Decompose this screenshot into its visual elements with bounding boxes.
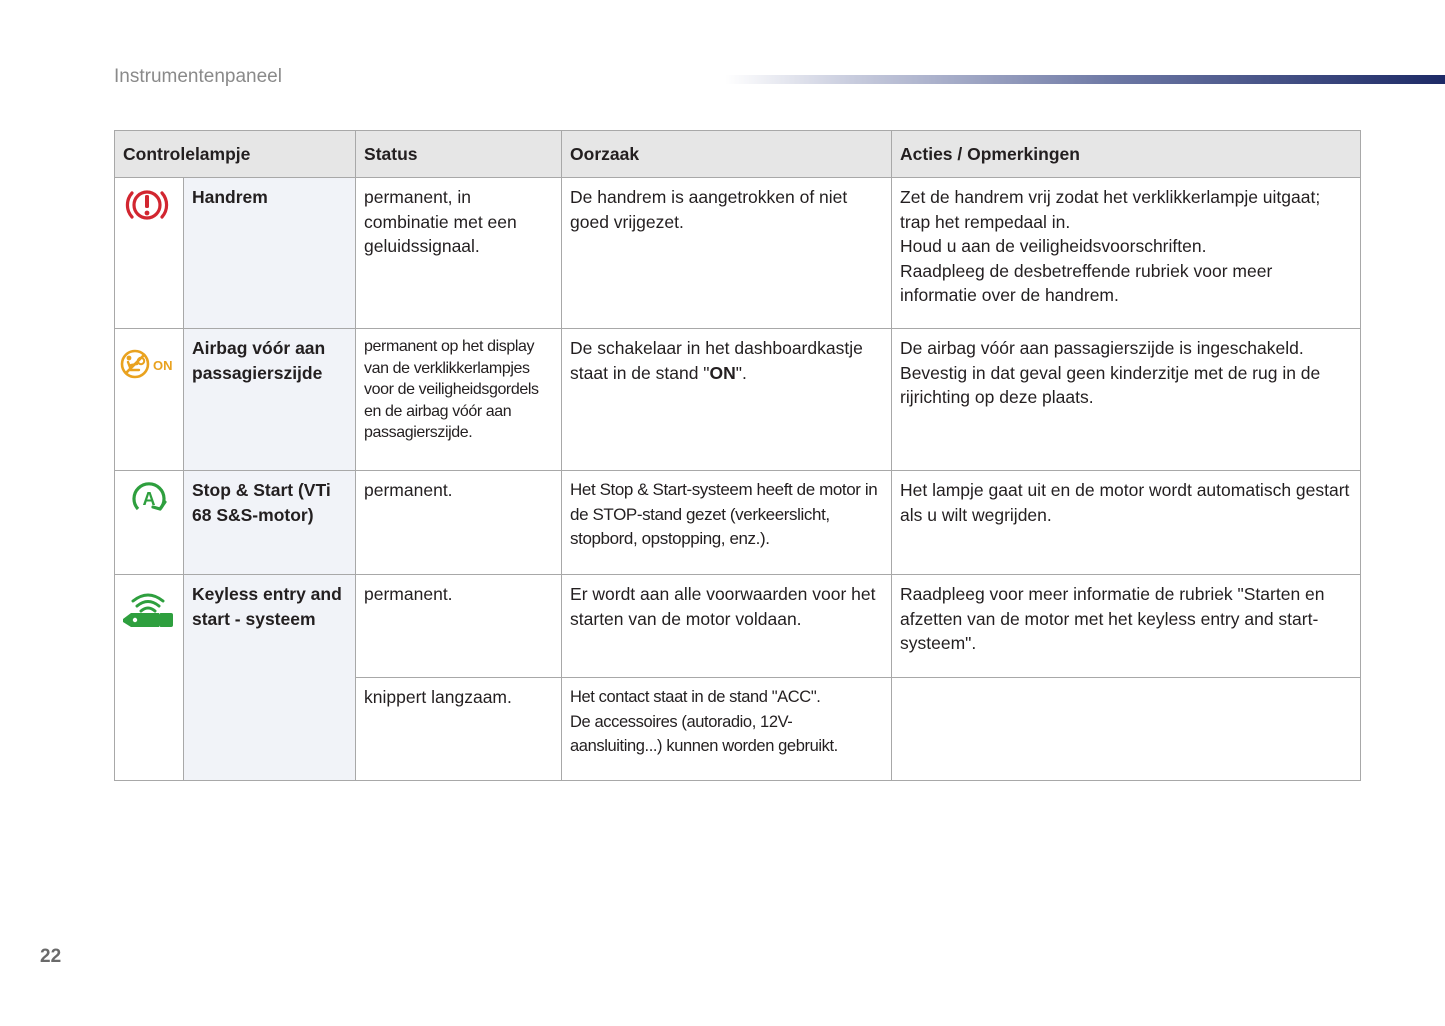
- status-cell: permanent, in combinatie met een geluidssignaal.: [356, 178, 562, 329]
- action-line: Raadpleeg de desbetreffende rubriek voor meer informatie over de handrem.: [900, 260, 1273, 305]
- cause-line: De accessoires (autoradio, 12V-aansluiting...) kunnen worden gebruikt.: [570, 712, 838, 755]
- cause-cell: [562, 329, 892, 471]
- action-line: Het lampje gaat uit en de motor wordt automatisch gestart als u wilt wegrijden.: [900, 480, 1350, 525]
- actions-cell: [892, 329, 1361, 471]
- warning-lamps-table: [114, 130, 1361, 781]
- cause-cell: Er wordt aan alle voorwaarden voor het starten van de motor voldaan.: [562, 575, 892, 678]
- lamp-icon-cell: [115, 471, 184, 575]
- table-row: [115, 329, 1361, 471]
- actions-cell: [892, 178, 1361, 329]
- cause-cell: Het Stop & Start-systeem heeft de motor in de STOP-stand gezet (verkeerslicht, stopbord, opstopping, enz.).: [562, 471, 892, 575]
- actions-cell: [892, 678, 1361, 781]
- action-line: Bevestig in dat geval geen kinderzitje met de rug in de rijrichting op deze plaats.: [900, 362, 1321, 407]
- cause-cell: De handrem is aangetrokken of niet goed vrijgezet.: [562, 178, 892, 329]
- lamp-icon-cell: [115, 178, 184, 329]
- column-header-cause: Oorzaak: [562, 131, 892, 178]
- table-header-row: [115, 131, 1361, 178]
- table-row: [115, 471, 1361, 575]
- action-line: Zet de handrem vrij zodat het verklikkerlampje uitgaat; trap het rempedaal in.: [900, 187, 1321, 232]
- status-cell: permanent op het display van de verklikkerlampjes voor de veiligheidsgordels en de airbag vóór aan passagierszijde.: [356, 329, 562, 471]
- column-header-actions: Acties / Opmerkingen: [892, 131, 1361, 178]
- handbrake-warning-icon: [123, 185, 175, 225]
- action-line: Raadpleeg voor meer informatie de rubriek "Starten en afzetten van de motor met het keyless entry and start-systeem".: [900, 584, 1325, 653]
- column-header-lamp: Controlelampje: [115, 131, 356, 178]
- lamp-icon-cell: [115, 575, 184, 781]
- section-title: Instrumentenpaneel: [114, 66, 282, 87]
- column-header-status: Status: [356, 131, 562, 178]
- cause-switch-position: ON: [709, 362, 736, 383]
- lamp-name: Handrem: [184, 178, 356, 329]
- cause-cell: [562, 678, 892, 781]
- cause-line: Het contact staat in de stand "ACC".: [570, 688, 821, 706]
- stop-start-icon: [127, 478, 175, 518]
- lamp-icon-cell: [115, 329, 184, 471]
- table-row: [115, 575, 1361, 678]
- status-cell: knippert langzaam.: [356, 678, 562, 781]
- actions-cell: [892, 575, 1361, 678]
- status-cell: permanent.: [356, 471, 562, 575]
- page-number: 22: [40, 946, 62, 967]
- action-line: De airbag vóór aan passagierszijde is ingeschakeld.: [900, 338, 1304, 358]
- cause-text: De schakelaar in het dashboardkastje staat in de stand ": [570, 338, 863, 383]
- lamp-name: Keyless entry and start - systeem: [184, 575, 356, 781]
- lamp-name: Stop & Start (VTi 68 S&S-motor): [184, 471, 356, 575]
- header-gradient-bar: [725, 75, 1445, 84]
- table-row: [115, 178, 1361, 329]
- status-cell: permanent.: [356, 575, 562, 678]
- cause-text-end: ".: [735, 362, 747, 383]
- stop-start-letter: A: [142, 489, 156, 509]
- actions-cell: [892, 471, 1361, 575]
- action-line: Houd u aan de veiligheidsvoorschriften.: [900, 236, 1207, 256]
- passenger-airbag-on-icon: [119, 347, 175, 381]
- lamp-name: Airbag vóór aan passagierszijde: [184, 329, 356, 471]
- keyless-entry-start-icon: [119, 589, 175, 629]
- airbag-on-label: ON: [153, 358, 173, 373]
